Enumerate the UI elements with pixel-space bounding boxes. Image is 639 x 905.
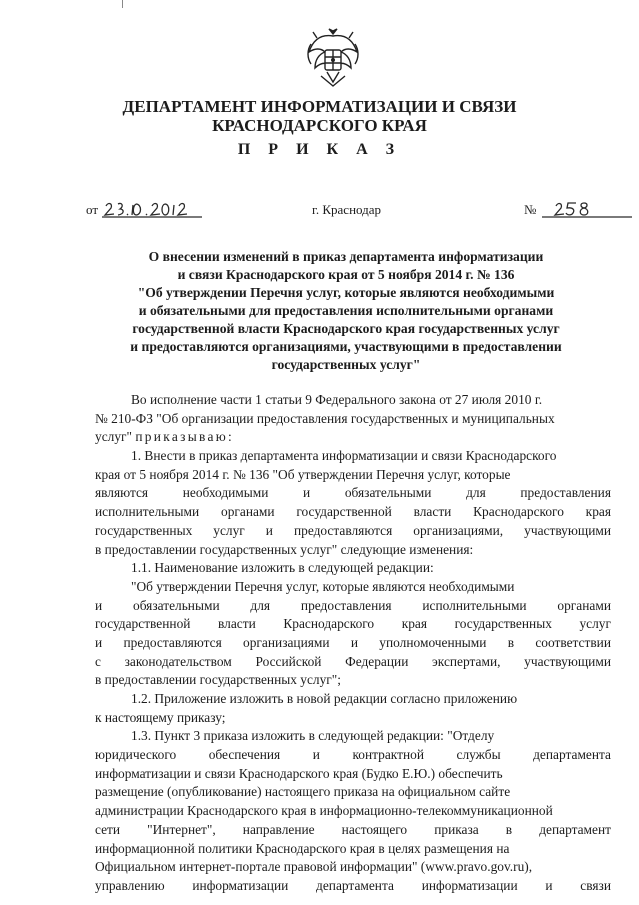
body-line: в предоставлении государственных услуг"; xyxy=(95,672,341,688)
date-prefix: от xyxy=(86,202,99,217)
handwritten-date xyxy=(102,198,202,220)
order-word: приказываю: xyxy=(135,429,235,445)
coat-of-arms-emblem xyxy=(303,26,363,88)
body-line: № 210-ФЗ "Об организации предоставления государственных и муниципальных xyxy=(95,410,555,426)
document-type: П Р И К А З xyxy=(237,141,402,158)
body-line: государственных услуг и предоставляются организациями, участвующими xyxy=(95,522,611,538)
document-title xyxy=(96,248,596,374)
body-line: к настоящему приказу; xyxy=(95,709,226,725)
document-body xyxy=(95,391,611,896)
body-line: "Об утверждении Перечня услуг, которые являются необходимыми xyxy=(131,578,515,594)
organization-name-line1: ДЕПАРТАМЕНТ ИНФОРМАТИЗАЦИИ И СВЯЗИ xyxy=(122,97,517,116)
body-line: в предоставлении государственных услуг" следующие изменения: xyxy=(95,541,474,557)
body-line: размещение (опубликование) настоящего приказа на официальном сайте xyxy=(95,784,511,800)
body-line: информационной политики Краснодарского края в целях размещения на xyxy=(95,840,510,856)
body-line: исполнительными органами государственной власти Краснодарского края xyxy=(95,504,611,520)
body-line: сети "Интернет", направление настоящего приказа в департамент xyxy=(95,821,611,837)
title-line: О внесении изменений в приказ департамента информатизации xyxy=(148,249,544,264)
body-line: государственной власти Краснодарского края государственных услуг xyxy=(95,616,611,632)
body-line: управлению информатизации департамента информатизации и связи xyxy=(95,877,611,893)
title-line: и обязательными для предоставления исполнительными органами xyxy=(138,303,554,318)
body-line: края от 5 ноября 2014 г. № 136 "Об утверждении Перечня услуг, которые xyxy=(95,466,511,482)
body-line: 1.1. Наименование изложить в следующей редакции: xyxy=(131,560,434,576)
title-line: и предоставляются организациями, участвующими в предоставлении xyxy=(130,339,562,354)
body-line: Во исполнение части 1 статьи 9 Федерального закона от 27 июля 2010 г. xyxy=(131,392,543,407)
title-line: государственных услуг" xyxy=(271,357,421,372)
body-line: юридического обеспечения и контрактной службы департамента xyxy=(95,747,611,763)
body-line: 1.2. Приложение изложить в новой редакции согласно приложению xyxy=(131,691,518,706)
organization-name-line2: КРАСНОДАРСКОГО КРАЯ xyxy=(212,116,427,135)
scan-edge-mark xyxy=(122,0,123,8)
date-row xyxy=(0,198,639,222)
city-label: г. Краснодар xyxy=(312,202,382,217)
body-line: с законодательством Российской Федерации экспертами, участвующими xyxy=(95,653,611,669)
body-line: и обязательными для предоставления исполнительными органами xyxy=(95,597,611,613)
title-line: и связи Краснодарского края от 5 ноября 2014 г. № 136 xyxy=(177,267,515,282)
title-line: государственной власти Краснодарского края государственных услуг xyxy=(132,321,560,336)
body-line xyxy=(95,428,611,447)
title-line: "Об утверждении Перечня услуг, которые являются необходимыми xyxy=(137,285,555,300)
body-line: 1.3. Пункт 3 приказа изложить в следующей редакции: "Отделу xyxy=(131,728,495,744)
body-text: услуг" xyxy=(95,429,132,445)
body-line: администрации Краснодарского края в информационно-телекоммуникационной xyxy=(95,803,553,819)
handwritten-number xyxy=(542,198,632,220)
body-line: и предоставляются организациями и уполномоченными в соответствии xyxy=(95,634,611,650)
body-line: информатизации и связи Краснодарского края (Будко Е.Ю.) обеспечить xyxy=(95,765,503,781)
body-line: являются необходимыми и обязательными для предоставления xyxy=(95,485,611,501)
number-prefix: № xyxy=(524,202,537,217)
body-line: 1. Внести в приказ департамента информатизации и связи Краснодарского xyxy=(131,448,557,464)
body-line: Официальном интернет-портале правовой информации" (www.pravo.gov.ru), xyxy=(95,859,533,875)
